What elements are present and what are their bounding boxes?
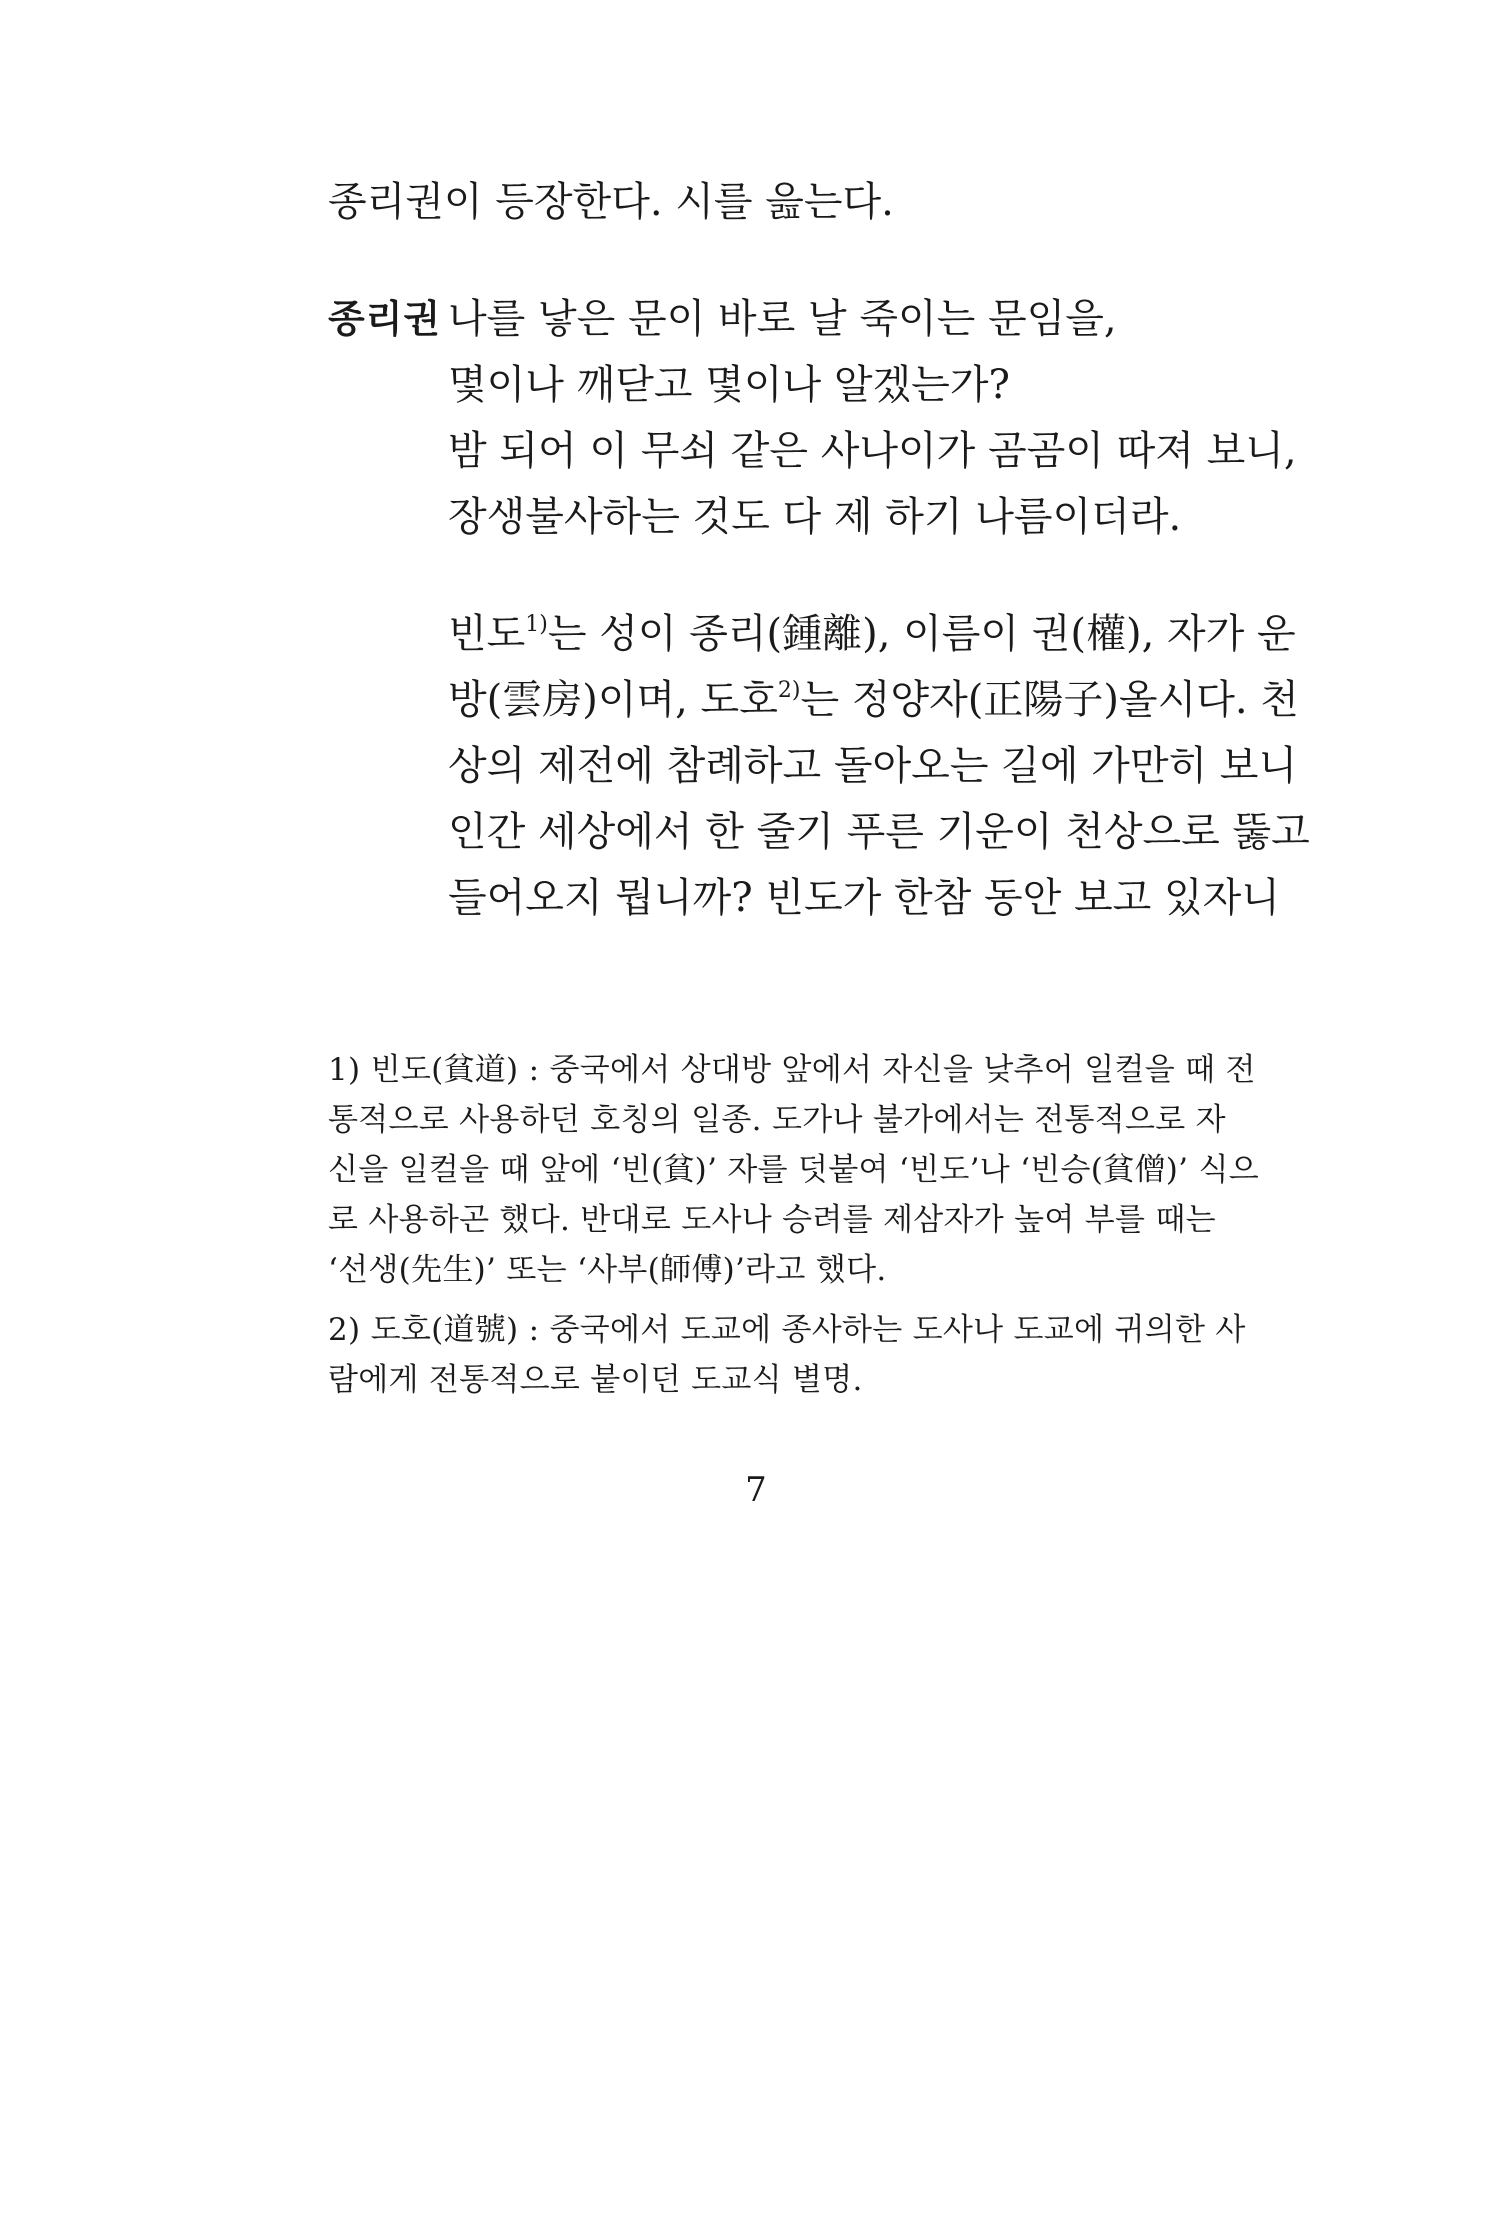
body-text: 는 성이 종리(鍾離), 이름이 권(權), 자가 운 <box>547 611 1296 657</box>
footnote-1-line-3: 신을 일컬을 때 앞에 ‘빈(貧)’ 자를 덧붙여 ‘빈도’나 ‘빈승(貧僧)’ 식으 <box>328 1152 1259 1188</box>
body-line-1 <box>448 610 1296 665</box>
body-text: 빈도 <box>448 611 526 657</box>
body-text: 방(雲房)이며, 도호 <box>448 677 778 723</box>
footnote-2-line-2: 람에게 전통적으로 붙이던 도교식 별명. <box>328 1362 863 1398</box>
footnote-ref-2: 2) <box>777 678 801 703</box>
body-line-3: 상의 제전에 참례하고 돌아오는 길에 가만히 보니 <box>448 743 1298 789</box>
footnote-1-line-1: 1) 빈도(貧道) : 중국에서 상대방 앞에서 자신을 낮추어 일컬을 때 전 <box>328 1052 1256 1088</box>
footnote-2-line-1: 2) 도호(道號) : 중국에서 도교에 종사하는 도사나 도교에 귀의한 사 <box>328 1312 1246 1348</box>
verse-line-4: 장생불사하는 것도 다 제 하기 나름이더라. <box>448 494 1182 540</box>
body-line-5: 들어오지 뭡니까? 빈도가 한참 동안 보고 있자니 <box>448 875 1280 921</box>
verse-line-2: 몇이나 깨닫고 몇이나 알겠는가? <box>448 362 1010 408</box>
verse-line-1: 나를 낳은 문이 바로 날 죽이는 문임을, <box>448 296 1117 342</box>
body-text: 는 정양자(正陽子)올시다. 천 <box>800 677 1299 723</box>
speaker-name: 종리권 <box>328 297 442 341</box>
verse-line-3: 밤 되어 이 무쇠 같은 사나이가 곰곰이 따져 보니, <box>448 428 1297 474</box>
stage-direction: 종리권이 등장한다. 시를 읊는다. <box>328 179 894 225</box>
footnote-ref-1: 1) <box>525 612 548 637</box>
body-line-4: 인간 세상에서 한 줄기 푸른 기운이 천상으로 뚫고 <box>448 809 1310 855</box>
footnote-1-line-2: 통적으로 사용하던 호칭의 일종. 도가나 불가에서는 전통적으로 자 <box>328 1102 1226 1138</box>
page-number: 7 <box>745 1470 767 1510</box>
footnote-1-line-4: 로 사용하곤 했다. 반대로 도사나 승려를 제삼자가 높여 부를 때는 <box>328 1202 1216 1238</box>
footnote-1-line-5: ‘선생(先生)’ 또는 ‘사부(師傅)’라고 했다. <box>328 1252 887 1288</box>
body-line-2 <box>448 676 1299 731</box>
